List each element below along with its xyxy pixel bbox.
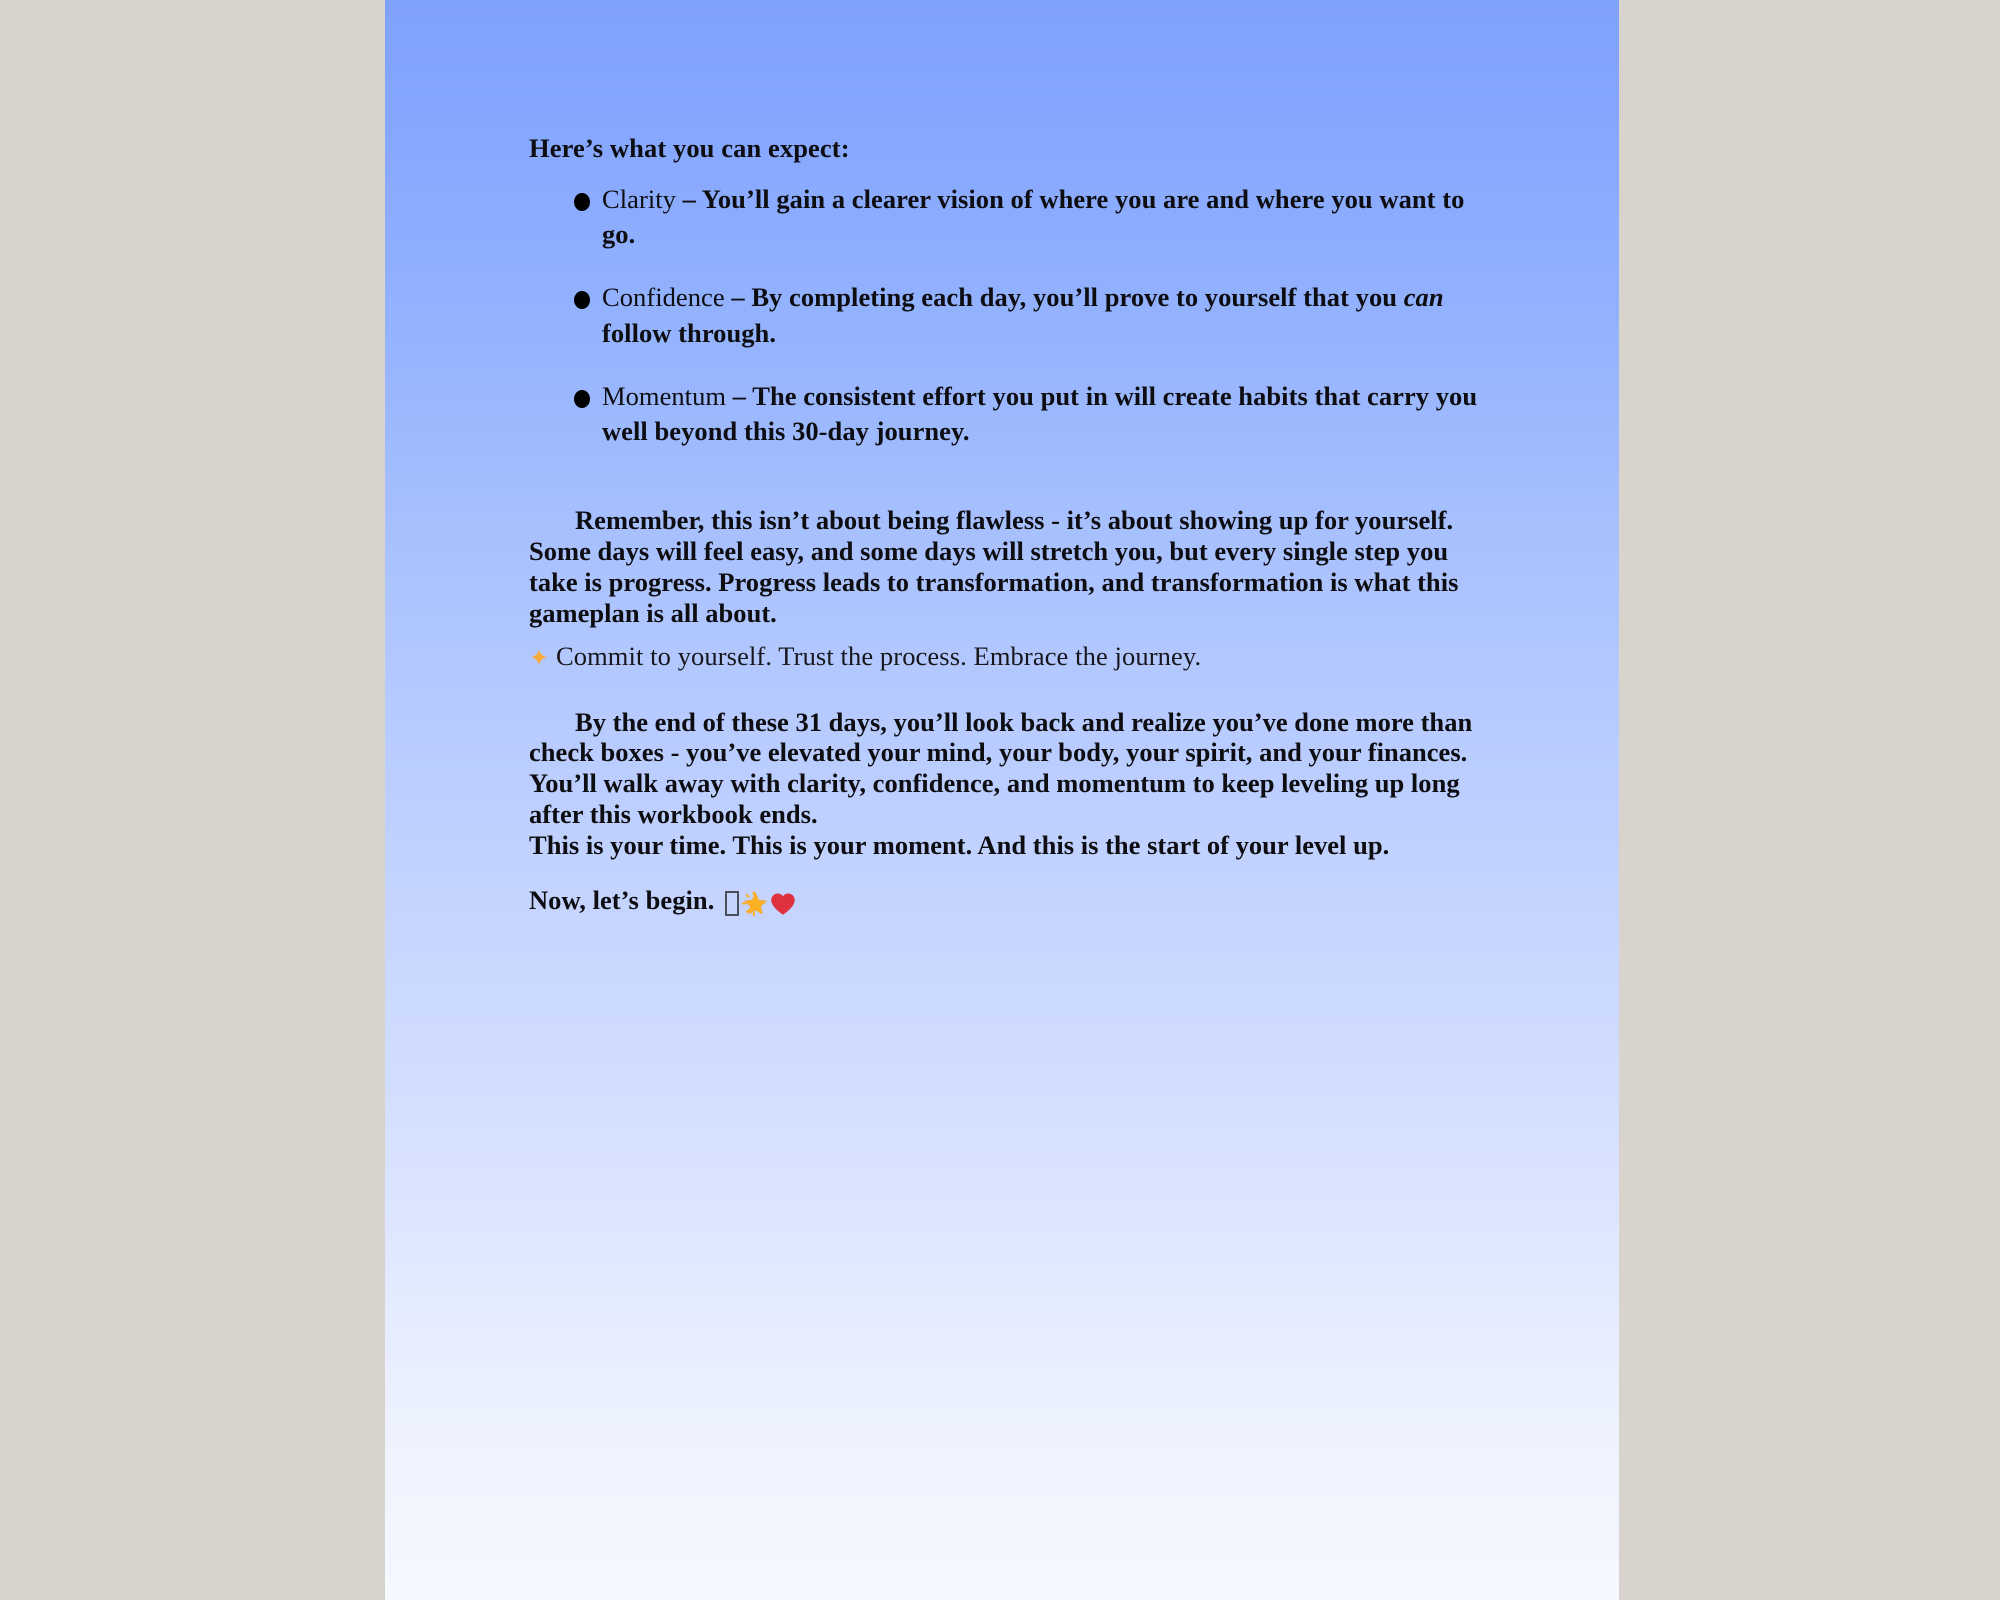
bullet-emphasis-can: can xyxy=(1403,282,1444,313)
glowing-star-icon xyxy=(741,890,769,918)
closing-emoji-run xyxy=(725,889,797,921)
commit-line xyxy=(529,641,1494,673)
bullet-dash: – xyxy=(726,380,753,411)
paragraph-remember: Remember, this isn’t about being flawless - it’s about showing up for yourself. Some days will feel easy, and some days will stretch you, but every single step you take is progress. Progress leads to transformation, and transformation is what this gameplan is all about. xyxy=(529,505,1459,628)
bullet-text-momentum: The consistent effort you put in will create habits that carry you well beyond this 30-day journey. xyxy=(602,380,1478,447)
red-heart-icon xyxy=(769,890,797,918)
paragraph-by-the-end: By the end of these 31 days, you’ll look back and realize you’ve done more than check boxes - you’ve elevated your mind, your body, your spirit, and your finances. You’ll walk away with clarity, confidence, and momentum to keep leveling up long after this workbook ends. xyxy=(529,706,1473,830)
list-item-clarity xyxy=(529,182,1494,252)
expectations-list xyxy=(529,182,1494,449)
section-heading: Here’s what you can expect: xyxy=(529,133,850,163)
bullet-dot-icon xyxy=(574,193,590,211)
spacer xyxy=(529,673,1494,707)
line-this-is-your-time: This is your time. This is your moment. And this is the start of your level up. xyxy=(529,829,1390,860)
bullet-text-confidence-before: By completing each day, you’ll prove to yourself that you xyxy=(751,282,1404,313)
list-item-confidence xyxy=(529,280,1494,350)
closing-text: Now, let’s begin. xyxy=(529,884,722,915)
commit-line-text: Commit to yourself. Trust the process. Embrace the journey. xyxy=(555,640,1202,671)
bullet-term-confidence: Confidence xyxy=(602,282,725,313)
closing-line xyxy=(529,885,1494,921)
spacer xyxy=(529,861,1494,885)
spacer xyxy=(529,629,1494,641)
bullet-dash: – xyxy=(675,183,702,214)
bullet-term-clarity: Clarity xyxy=(602,183,676,214)
spacer xyxy=(529,449,1494,505)
sparkles-icon: ✦ xyxy=(529,643,550,672)
bullet-dot-icon xyxy=(574,291,590,309)
bullet-dot-icon xyxy=(574,390,590,408)
document-content xyxy=(529,132,1494,921)
bullet-text-clarity: You’ll gain a clearer vision of where you are and where you want to go. xyxy=(602,183,1465,250)
missing-glyph-tofu-icon xyxy=(725,891,739,916)
bullet-term-momentum: Momentum xyxy=(602,380,727,411)
document-page xyxy=(385,0,1619,1600)
bullet-text-confidence-after: follow through. xyxy=(602,317,777,348)
list-item-momentum xyxy=(529,379,1494,449)
bullet-dash: – xyxy=(724,282,752,313)
